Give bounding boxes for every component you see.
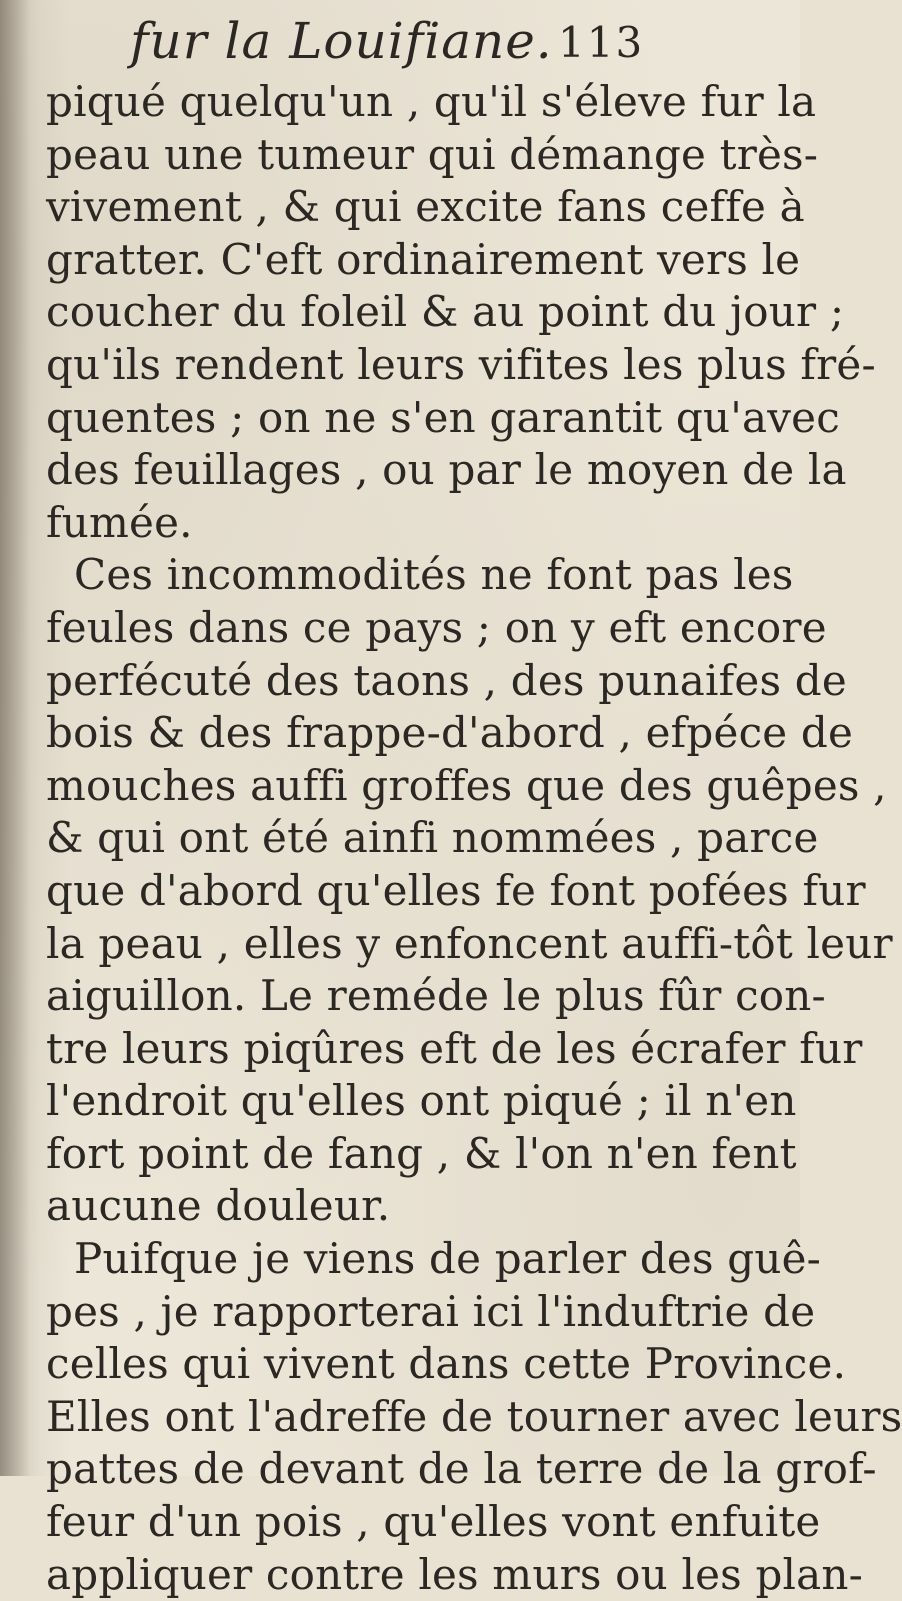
text-line: l'endroit qu'elles ont piqué ; il n'en <box>46 1076 797 1126</box>
text-line: qu'ils rendent leurs vifites les plus fré- <box>46 339 876 389</box>
text-line: appliquer contre les murs ou les plan- <box>46 1549 864 1599</box>
text-line: Elles ont l'adreffe de tourner avec leurs <box>46 1391 902 1441</box>
text-line: feur d'un pois , qu'elles vont enfuite <box>46 1497 821 1547</box>
text-line: fort point de fang , & l'on n'en fent <box>46 1128 797 1178</box>
text-line: perfécuté des taons , des punaifes de <box>46 655 847 705</box>
text-line: coucher du foleil & au point du jour ; <box>46 287 845 337</box>
text-line: fumée. <box>46 497 193 547</box>
body-text <box>46 76 902 1601</box>
text-line: gratter. C'eft ordinairement vers le <box>46 234 801 284</box>
text-line: aiguillon. Le reméde le plus fûr con- <box>46 971 826 1021</box>
page-number: 113 <box>558 18 645 67</box>
text-line: peau une tumeur qui démange très- <box>46 129 819 179</box>
paragraph-start-line: Puifque je viens de parler des guê- <box>74 1234 822 1284</box>
spine-shadow <box>0 0 30 1476</box>
text-line: pes , je rapporterai ici l'induftrie de <box>46 1286 816 1336</box>
text-line: & qui ont été ainfi nommées , parce <box>46 813 819 863</box>
running-head: fur la Louifiane. <box>130 12 553 70</box>
text-line: des feuillages , ou par le moyen de la <box>46 445 847 495</box>
text-line: aucune douleur. <box>46 1181 391 1231</box>
text-line: vivement , & qui excite fans ceffe à <box>46 182 805 232</box>
text-line: mouches auffi groffes que des guêpes , <box>46 760 887 810</box>
text-line: piqué quelqu'un , qu'il s'éleve fur la <box>46 77 817 126</box>
text-line: tre leurs piqûres eft de les écrafer fur <box>46 1023 863 1073</box>
text-line: quentes ; on ne s'en garantit qu'avec <box>46 392 840 442</box>
text-line: la peau , elles y enfoncent auffi-tôt leur <box>46 918 893 968</box>
text-line: pattes de devant de la terre de la grof- <box>46 1444 877 1494</box>
paragraph-start-line: Ces incommodités ne font pas les <box>74 550 794 600</box>
text-line: bois & des frappe-d'abord , efpéce de <box>46 708 854 758</box>
text-line: celles qui vivent dans cette Province. <box>46 1339 847 1389</box>
text-line: feules dans ce pays ; on y eft encore <box>46 602 827 652</box>
page-header <box>130 6 770 76</box>
text-line: que d'abord qu'elles fe font pofées fur <box>46 865 866 915</box>
